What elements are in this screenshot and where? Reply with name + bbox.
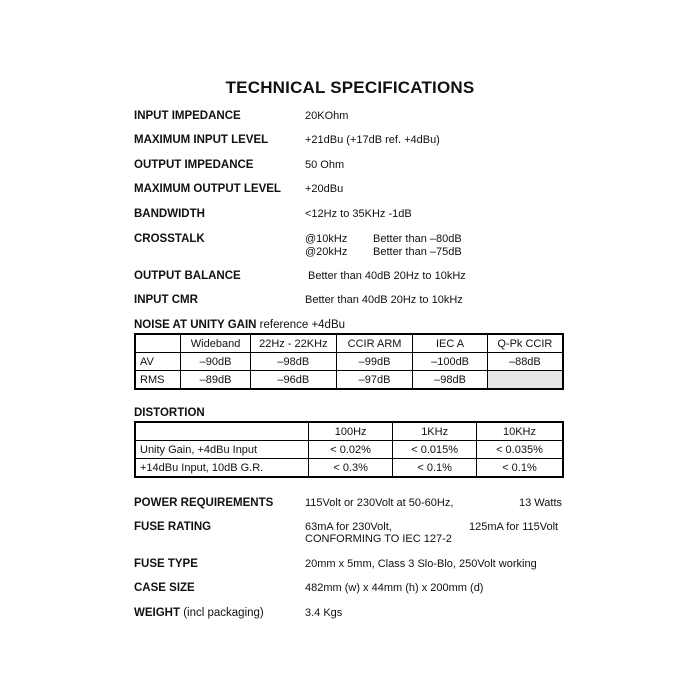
spec-label-output-impedance: OUTPUT IMPEDANCE — [134, 159, 254, 171]
spec-label-output-balance: OUTPUT BALANCE — [134, 270, 241, 282]
distortion-header-cell — [135, 422, 308, 441]
weight-label-suffix: (incl packaging) — [183, 607, 264, 619]
noise-row-label: AV — [135, 353, 181, 371]
noise-header-cell: IEC A — [413, 334, 487, 353]
spec-value-input-cmr: Better than 40dB 20Hz to 10kHz — [305, 294, 463, 306]
spec-value-fuse-type: 20mm x 5mm, Class 3 Slo-Blo, 250Volt working — [305, 558, 537, 570]
crosstalk-freq-20k: @20kHz — [305, 246, 348, 258]
spec-value-case-size: 482mm (w) x 44mm (h) x 200mm (d) — [305, 582, 484, 594]
spec-label-weight — [134, 607, 264, 619]
spec-value-input-impedance: 20KOhm — [305, 110, 349, 122]
noise-heading-suffix: reference +4dBu — [259, 319, 346, 331]
noise-cell: –88dB — [487, 353, 563, 371]
spec-value-bandwidth: <12Hz to 35KHz -1dB — [305, 208, 412, 220]
page-title: TECHNICAL SPECIFICATIONS — [225, 78, 475, 97]
spec-value-power-watts: 13 Watts — [519, 497, 562, 509]
noise-cell: –98dB — [250, 353, 336, 371]
spec-value-weight: 3.4 Kgs — [305, 607, 343, 619]
distortion-cell: < 0.1% — [393, 459, 477, 478]
noise-header-cell: Wideband — [181, 334, 251, 353]
noise-cell: –89dB — [181, 371, 251, 390]
noise-cell: –90dB — [181, 353, 251, 371]
distortion-header-cell: 10KHz — [476, 422, 563, 441]
noise-heading — [134, 319, 345, 331]
noise-header-cell: Q-Pk CCIR — [487, 334, 563, 353]
distortion-cell: < 0.3% — [308, 459, 392, 478]
noise-table — [134, 333, 564, 390]
spec-label-fuse-rating: FUSE RATING — [134, 521, 212, 533]
noise-row-rms — [135, 371, 563, 390]
distortion-heading: DISTORTION — [134, 407, 205, 419]
crosstalk-freq-10k: @10kHz — [305, 233, 348, 245]
distortion-cell: < 0.1% — [476, 459, 563, 478]
noise-header-row — [135, 334, 563, 353]
noise-cell: –97dB — [336, 371, 413, 390]
noise-row-av — [135, 353, 563, 371]
crosstalk-value-20k: Better than –75dB — [373, 246, 462, 258]
noise-header-cell: 22Hz - 22KHz — [250, 334, 336, 353]
weight-label: WEIGHT — [134, 607, 180, 619]
noise-header-cell: CCIR ARM — [336, 334, 413, 353]
distortion-row-label: +14dBu Input, 10dB G.R. — [135, 459, 308, 478]
distortion-header-row — [135, 422, 563, 441]
distortion-cell: < 0.015% — [393, 441, 477, 459]
spec-label-max-output-level: MAXIMUM OUTPUT LEVEL — [134, 183, 281, 195]
fuse-rating-line2: CONFORMING TO IEC 127-2 — [305, 533, 452, 545]
crosstalk-value-10k: Better than –80dB — [373, 233, 462, 245]
spec-value-power: 115Volt or 230Volt at 50-60Hz, — [305, 497, 454, 509]
spec-value-fuse-rating-right: 125mA for 115Volt — [469, 521, 559, 533]
spec-label-input-cmr: INPUT CMR — [134, 294, 198, 306]
spec-label-crosstalk: CROSSTALK — [134, 233, 205, 245]
spec-label-power: POWER REQUIREMENTS — [134, 497, 274, 509]
fuse-rating-line1: 63mA for 230Volt, — [305, 521, 392, 533]
distortion-row-unity — [135, 441, 563, 459]
spec-value-fuse-rating — [305, 521, 452, 545]
noise-cell: –99dB — [336, 353, 413, 371]
noise-cell: –96dB — [250, 371, 336, 390]
spec-label-fuse-type: FUSE TYPE — [134, 558, 198, 570]
noise-header-cell — [135, 334, 181, 353]
spec-value-max-output-level: +20dBu — [305, 183, 344, 195]
distortion-header-cell: 1KHz — [393, 422, 477, 441]
noise-heading-label: NOISE AT UNITY GAIN — [134, 319, 257, 331]
distortion-cell: < 0.02% — [308, 441, 392, 459]
spec-label-max-input-level: MAXIMUM INPUT LEVEL — [134, 134, 269, 146]
distortion-table — [134, 421, 564, 478]
spec-label-input-impedance: INPUT IMPEDANCE — [134, 110, 241, 122]
distortion-header-cell: 100Hz — [308, 422, 392, 441]
spec-value-max-input-level: +21dBu (+17dB ref. +4dBu) — [305, 134, 440, 146]
spec-label-case-size: CASE SIZE — [134, 582, 195, 594]
noise-cell-empty — [487, 371, 563, 390]
distortion-row-14dbu — [135, 459, 563, 478]
spec-value-output-impedance: 50 Ohm — [305, 159, 345, 171]
noise-cell: –98dB — [413, 371, 487, 390]
spec-label-bandwidth: BANDWIDTH — [134, 208, 205, 220]
spec-value-output-balance: Better than 40dB 20Hz to 10kHz — [308, 270, 466, 282]
noise-cell: –100dB — [413, 353, 487, 371]
distortion-cell: < 0.035% — [476, 441, 563, 459]
noise-row-label: RMS — [135, 371, 181, 390]
distortion-row-label: Unity Gain, +4dBu Input — [135, 441, 308, 459]
